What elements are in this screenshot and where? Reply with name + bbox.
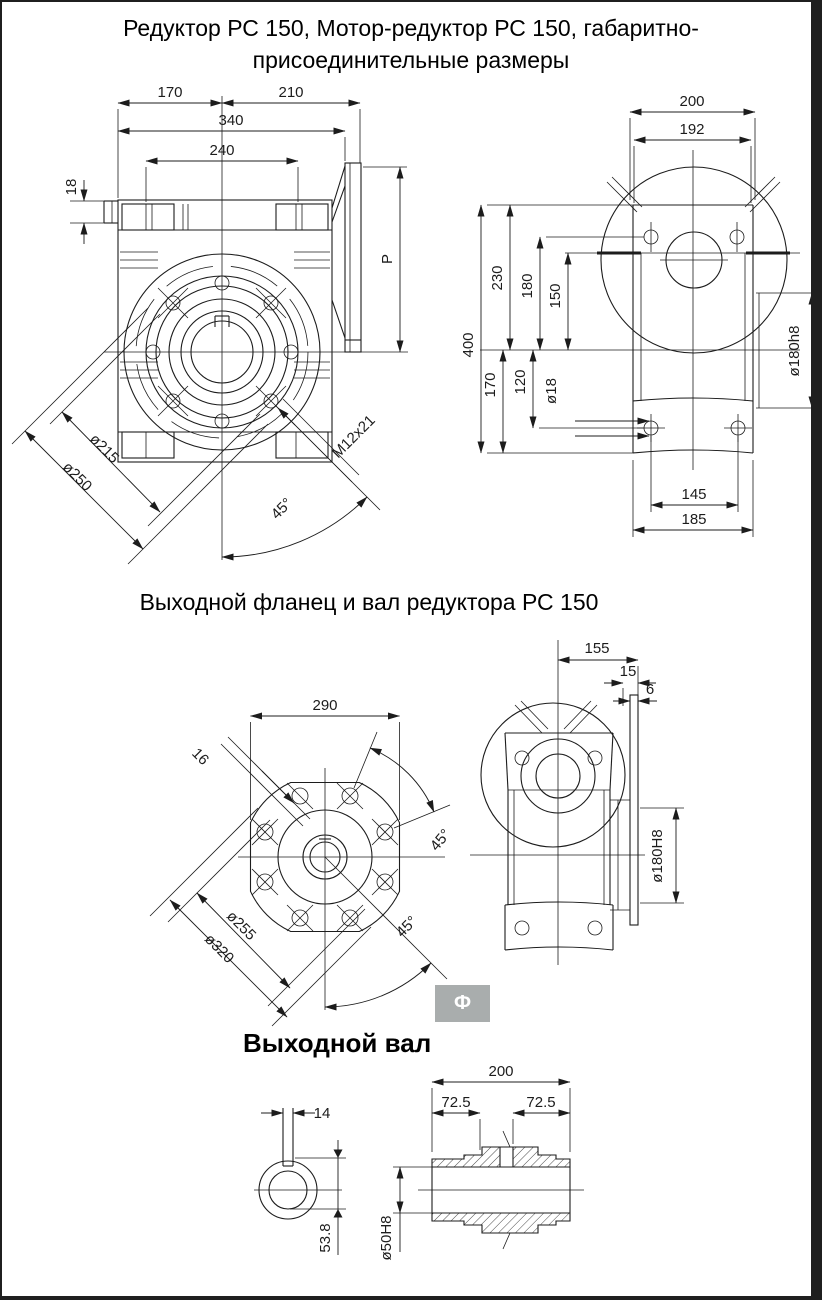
- dim-72.5-right: 72.5: [526, 1094, 556, 1111]
- dim-dia255: ø255: [223, 907, 260, 944]
- dim-dia50H8: ø50H8: [378, 1215, 395, 1261]
- page-title: Редуктор РС 150, Мотор-редуктор РС 150, габаритно-присоединительные размеры: [123, 15, 699, 74]
- flange-section-title: Выходной фланец и вал редуктора РС 150: [139, 589, 599, 615]
- dim-15: 15: [619, 663, 637, 680]
- reducer-side-view: [460, 93, 818, 537]
- reducer-front-view: [12, 84, 408, 564]
- dim-210: 210: [278, 84, 304, 101]
- motor-flange: [332, 163, 361, 352]
- shaft-section-title: Выходной вал: [243, 1028, 432, 1058]
- dim-dia180H8: ø180H8: [649, 829, 666, 883]
- dim-200-side: 200: [679, 93, 705, 110]
- dim-M12x21: M12x21: [328, 411, 379, 462]
- dim-dia18: ø18: [543, 378, 560, 404]
- dim-170-side: 170: [482, 372, 499, 398]
- dim-16: 16: [188, 744, 213, 769]
- dim-45-front: 45°: [267, 494, 296, 523]
- dim-72.5-left: 72.5: [441, 1094, 471, 1111]
- dim-290: 290: [312, 697, 338, 714]
- dim-180: 180: [519, 273, 536, 299]
- shaft-end-view: [254, 1105, 346, 1255]
- dim-230: 230: [489, 265, 506, 291]
- dim-6: 6: [645, 681, 655, 698]
- dim-45-bottom: 45°: [392, 912, 421, 941]
- dim-150: 150: [547, 283, 564, 309]
- shaft-section-view: [378, 1063, 584, 1261]
- dim-200-shaft: 200: [488, 1063, 514, 1080]
- dim-45-top: 45°: [426, 825, 455, 855]
- dim-P: P: [379, 253, 396, 265]
- dim-170: 170: [157, 84, 183, 101]
- dim-18: 18: [63, 178, 80, 196]
- dim-dia180h8: ø180h8: [786, 325, 803, 377]
- dim-dia250: ø250: [59, 458, 96, 495]
- phi-badge-label: Ф: [453, 992, 472, 1014]
- output-flange-side: [470, 640, 684, 965]
- dim-340: 340: [218, 112, 244, 129]
- flange-circle: [481, 703, 625, 847]
- output-flange-front: [150, 697, 454, 1026]
- dim-14: 14: [313, 1105, 331, 1122]
- dim-120: 120: [512, 369, 529, 395]
- dim-dia320: ø320: [201, 930, 238, 967]
- dim-400: 400: [460, 332, 477, 358]
- dim-155: 155: [584, 640, 610, 657]
- dim-192: 192: [679, 121, 705, 138]
- dim-240: 240: [209, 142, 235, 159]
- housing-outline: [118, 200, 332, 462]
- dim-dia215: ø215: [86, 430, 123, 467]
- dim-185: 185: [681, 511, 707, 528]
- dim-53.8: 53.8: [317, 1223, 334, 1253]
- dim-145: 145: [681, 486, 707, 503]
- flange-plate: [630, 695, 638, 925]
